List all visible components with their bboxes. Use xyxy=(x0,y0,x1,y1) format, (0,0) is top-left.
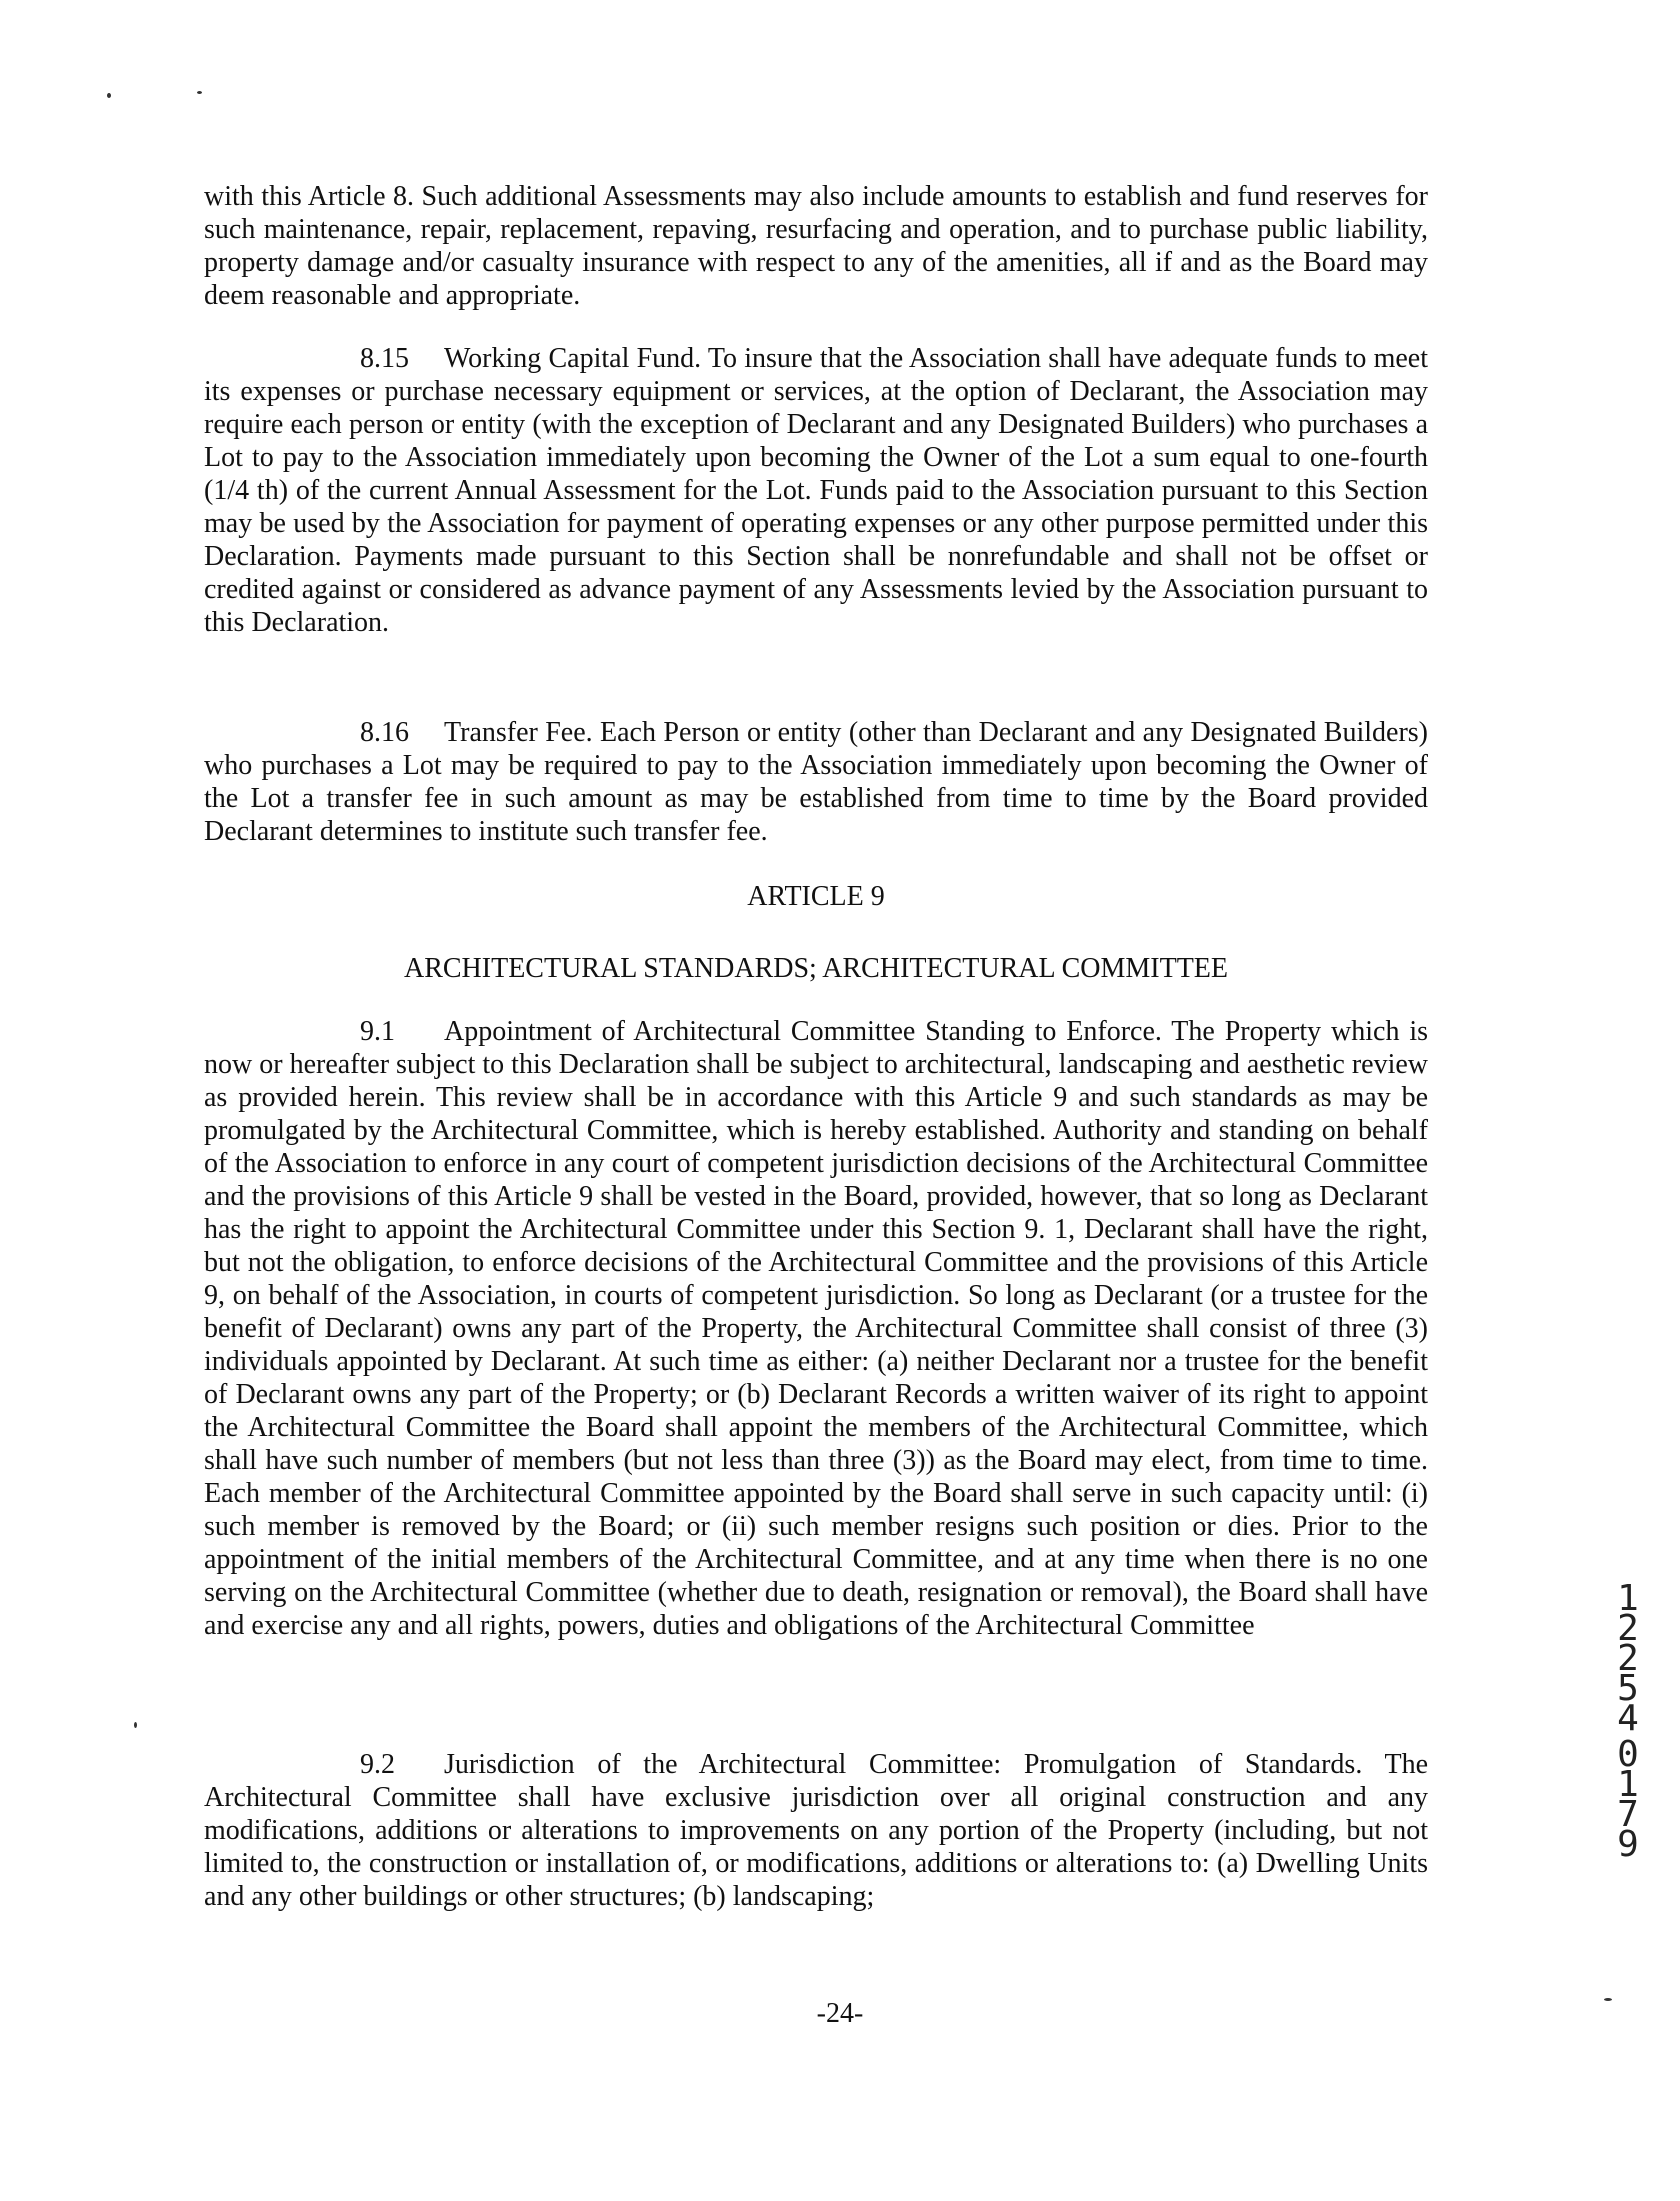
section-number: 9.1 xyxy=(360,1016,395,1047)
stamp-digit: 2 xyxy=(1617,1608,1639,1649)
stamp-digit: 0 xyxy=(1617,1734,1639,1775)
scan-speck xyxy=(134,1722,137,1728)
recording-stamp-bottom xyxy=(1608,1734,1648,1865)
section-9-2 xyxy=(204,1748,1428,1913)
section-text: Jurisdiction of the Architectural Committee: Promulgation of Standards. The Architectural Committee shall have exclusive jurisdiction over all original construction and any modifications, additions or alterations to improvements on any portion of the Property (including, but not limited to, the construction or installation of, or modifications, additions or alterations to: (a) Dwelling Units and any other buildings or other structures; (b) landscaping; xyxy=(204,1749,1428,1912)
section-number: 8.15 xyxy=(360,343,409,374)
stamp-digit: 1 xyxy=(1617,1578,1639,1619)
scan-speck xyxy=(107,93,111,98)
scan-speck xyxy=(1604,1998,1612,2001)
scan-speck xyxy=(197,91,202,94)
section-8-16 xyxy=(204,716,1428,848)
section-text: Appointment of Architectural Committee Standing to Enforce. The Property which is now or hereafter subject to this Declaration shall be subject to architectural, landscaping and aesthetic review as provided herein. This review shall be in accordance with this Article 9 and such standards as may be promulgated by the Architectural Committee, which is hereby established. Authority and standing on behalf of the Association to enforce in any court of competent jurisdiction decisions of the Architectural Committee and the provisions of this Article 9 shall be vested in the Board, provided, however, that so long as Declarant has the right to appoint the Architectural Committee under this Section 9. 1, Declarant shall have the right, but not the obligation, to enforce decisions of the Architectural Committee and the provisions of this Article 9, on behalf of the Association, in courts of competent jurisdiction. So long as Declarant (or a trustee for the benefit of Declarant) owns any part of the Property, the Architectural Committee shall consist of three (3) individuals appointed by Declarant. At such time as either: (a) neither Declarant nor a trustee for the benefit of Declarant owns any part of the Property; or (b) Declarant Records a written waiver of its right to appoint the Architectural Committee the Board shall appoint the members of the Architectural Committee, which shall have such number of members (but not less than three (3)) as the Board may elect, from time to time. Each member of the Architectural Committee appointed by the Board shall serve in such capacity until: (i) such member is removed by the Board; or (ii) such member resigns such position or dies. Prior to the appointment of the initial members of the Architectural Committee, and at any time when there is no one serving on the Architectural Committee (whether due to death, resignation or removal), the Board shall have and exercise any and all rights, powers, duties and obligations of the Architectural Committee xyxy=(204,1016,1428,1641)
article-heading: ARTICLE 9 xyxy=(747,881,885,912)
section-text: Working Capital Fund. To insure that the Association shall have adequate funds to meet its expenses or purchase necessary equipment or services, at the option of Declarant, the Association may require each person or entity (with the exception of Declarant and any Designated Builders) who purchases a Lot to pay to the Association immediately upon becoming the Owner of the Lot a sum equal to one-fourth (1/4 th) of the current Annual Assessment for the Lot. Funds paid to the Association pursuant to this Section may be used by the Association for payment of operating expenses or any other purpose permitted under this Declaration. Payments made pursuant to this Section shall be nonrefundable and shall not be offset or credited against or considered as advance payment of any Assessments levied by the Association pursuant to this Declaration. xyxy=(204,343,1428,638)
stamp-digit: 9 xyxy=(1617,1824,1639,1865)
stamp-digit: 5 xyxy=(1617,1668,1639,1709)
stamp-digit: 1 xyxy=(1617,1764,1639,1805)
page-number: -24- xyxy=(816,1998,864,2029)
intro-paragraph: with this Article 8. Such additional Assessments may also include amounts to establish and fund reserves for such maintenance, repair, replacement, repaving, resurfacing and operation, and to purchase public liability, property damage and/or casualty insurance with respect to any of the amenities, all if and as the Board may deem reasonable and appropriate. xyxy=(204,181,1428,311)
recording-stamp-top xyxy=(1608,1578,1648,1739)
stamp-digit: 4 xyxy=(1617,1698,1639,1739)
article-subheading: ARCHITECTURAL STANDARDS; ARCHITECTURAL COMMITTEE xyxy=(403,953,1229,984)
section-8-15 xyxy=(204,342,1428,639)
stamp-digit: 2 xyxy=(1617,1638,1639,1679)
section-9-1 xyxy=(204,1015,1428,1642)
section-number: 9.2 xyxy=(360,1749,395,1780)
stamp-digit: 7 xyxy=(1617,1794,1639,1835)
section-number: 8.16 xyxy=(360,717,409,748)
section-text: Transfer Fee. Each Person or entity (other than Declarant and any Designated Builders) who purchases a Lot may be required to pay to the Association immediately upon becoming the Owner of the Lot a transfer fee in such amount as may be established from time to time by the Board provided Declarant determines to institute such transfer fee. xyxy=(204,717,1428,847)
